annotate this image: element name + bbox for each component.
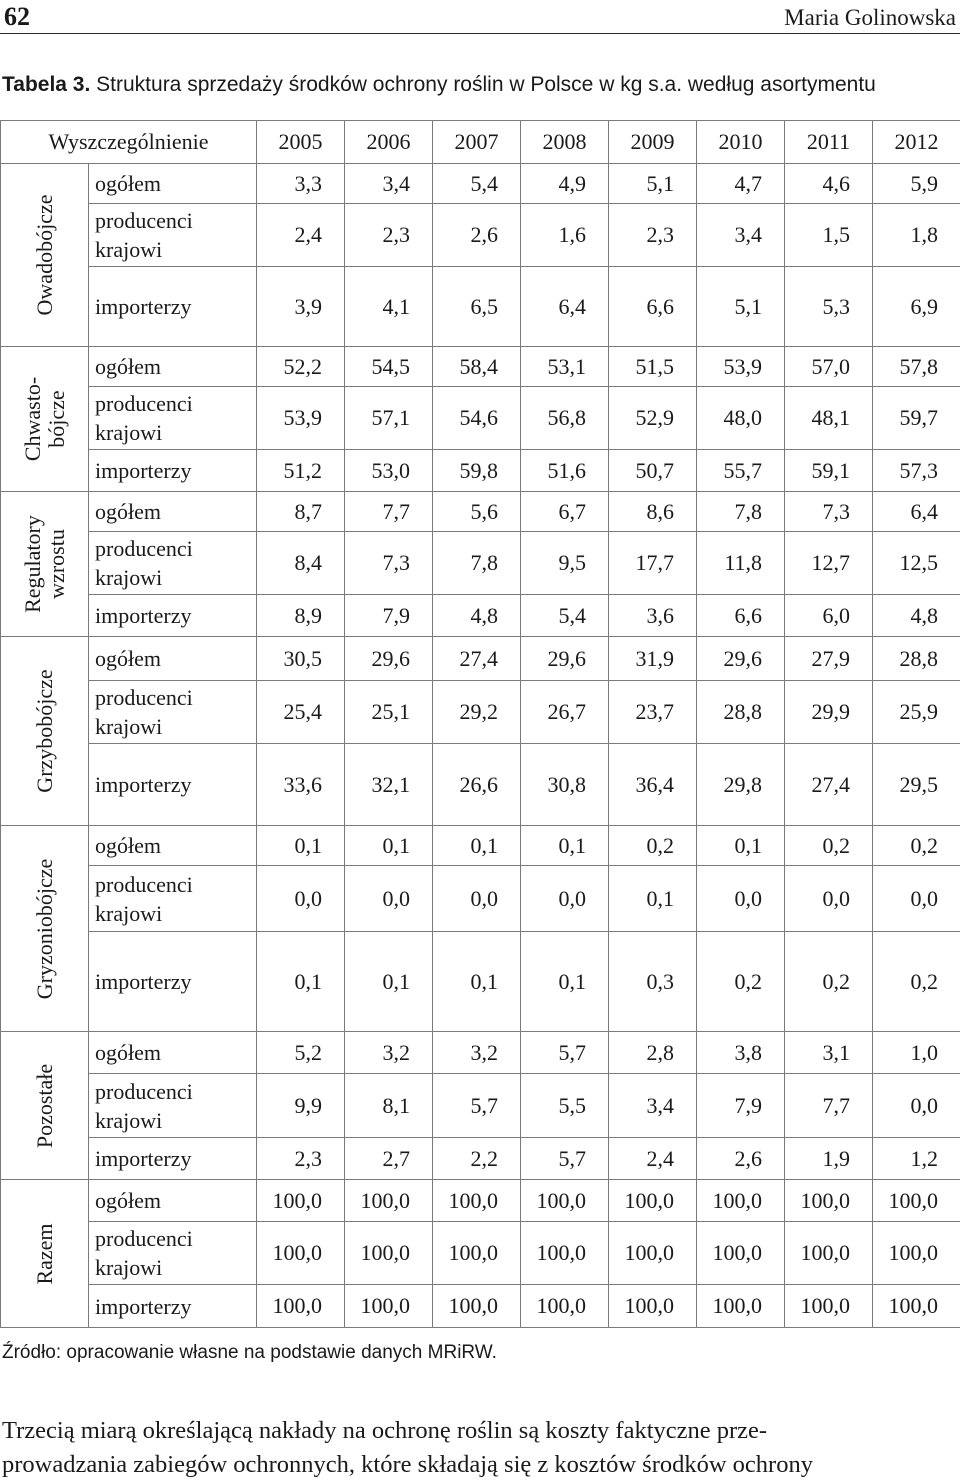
- row-label: ogółem: [89, 164, 257, 204]
- value-cell: 54,6: [433, 387, 521, 450]
- table-row: [1, 744, 960, 826]
- value-cell: 11,8: [697, 532, 785, 595]
- value-cell: 100,0: [609, 1222, 697, 1285]
- year-header: 2010: [697, 121, 785, 164]
- value-cell: 0,0: [521, 866, 609, 932]
- value-cell: 6,6: [697, 595, 785, 637]
- value-cell: 7,8: [433, 532, 521, 595]
- table-row: [1, 637, 960, 681]
- group-label-cell: [1, 826, 89, 1032]
- group-label: Pozostałe: [31, 1063, 57, 1148]
- table-header-row: [1, 121, 960, 164]
- value-cell: 7,9: [697, 1074, 785, 1138]
- value-cell: 27,4: [785, 744, 873, 826]
- value-cell: 0,0: [433, 866, 521, 932]
- value-cell: 52,9: [609, 387, 697, 450]
- value-cell: 30,5: [257, 637, 345, 681]
- value-cell: 100,0: [257, 1180, 345, 1222]
- body-line-2: prowadzania zabiegów ochronnych, które składają się z kosztów środków ochrony: [2, 1451, 813, 1478]
- value-cell: 100,0: [345, 1180, 433, 1222]
- value-cell: 0,1: [697, 826, 785, 866]
- value-cell: 100,0: [697, 1180, 785, 1222]
- value-cell: 0,0: [785, 866, 873, 932]
- table-row: [1, 532, 960, 595]
- table-caption-text: Struktura sprzedaży środków ochrony roślin w Polsce w kg s.a. według asortymentu: [90, 73, 876, 96]
- value-cell: 0,0: [697, 866, 785, 932]
- value-cell: 2,6: [697, 1138, 785, 1180]
- row-label: producenci krajowi: [89, 1074, 257, 1138]
- value-cell: 0,1: [521, 826, 609, 866]
- value-cell: 2,2: [433, 1138, 521, 1180]
- value-cell: 4,1: [345, 267, 433, 347]
- table-row: [1, 681, 960, 744]
- value-cell: 7,3: [345, 532, 433, 595]
- page-number: 62: [4, 2, 30, 31]
- value-cell: 0,0: [873, 1074, 960, 1138]
- row-label: importerzy: [89, 267, 257, 347]
- value-cell: 1,8: [873, 204, 960, 267]
- table-source-note: Źródło: opracowanie własne na podstawie danych MRiRW.: [2, 1342, 497, 1363]
- value-cell: 0,2: [785, 932, 873, 1032]
- value-cell: 0,2: [873, 932, 960, 1032]
- table-row: [1, 932, 960, 1032]
- row-label: importerzy: [89, 744, 257, 826]
- value-cell: 5,2: [257, 1032, 345, 1074]
- value-cell: 0,2: [609, 826, 697, 866]
- table-row: [1, 204, 960, 267]
- value-cell: 28,8: [873, 637, 960, 681]
- value-cell: 3,6: [609, 595, 697, 637]
- group-label-line: Chwasto-: [19, 376, 45, 462]
- value-cell: 3,8: [697, 1032, 785, 1074]
- value-cell: 5,6: [433, 492, 521, 532]
- value-cell: 48,1: [785, 387, 873, 450]
- value-cell: 6,4: [873, 492, 960, 532]
- table-row: [1, 595, 960, 637]
- value-cell: 0,1: [433, 826, 521, 866]
- row-label: producenci krajowi: [89, 204, 257, 267]
- body-paragraph: [2, 1414, 958, 1482]
- row-label: producenci krajowi: [89, 532, 257, 595]
- value-cell: 48,0: [697, 387, 785, 450]
- value-cell: 100,0: [345, 1285, 433, 1328]
- value-cell: 2,3: [257, 1138, 345, 1180]
- value-cell: 100,0: [345, 1222, 433, 1285]
- value-cell: 100,0: [433, 1285, 521, 1328]
- value-cell: 9,9: [257, 1074, 345, 1138]
- row-label: producenci krajowi: [89, 1222, 257, 1285]
- table-caption-label: Tabela 3.: [2, 73, 91, 96]
- value-cell: 4,9: [521, 164, 609, 204]
- group-label: [21, 515, 69, 613]
- year-header: 2008: [521, 121, 609, 164]
- table-row: [1, 1222, 960, 1285]
- running-header-author: Maria Golinowska: [784, 5, 956, 30]
- row-label: importerzy: [89, 1138, 257, 1180]
- value-cell: 100,0: [785, 1180, 873, 1222]
- value-cell: 6,9: [873, 267, 960, 347]
- value-cell: 100,0: [697, 1222, 785, 1285]
- row-label: importerzy: [89, 595, 257, 637]
- value-cell: 33,6: [257, 744, 345, 826]
- group-label-cell: [1, 347, 89, 492]
- table-row: [1, 492, 960, 532]
- table-row: [1, 267, 960, 347]
- value-cell: 0,1: [433, 932, 521, 1032]
- value-cell: 100,0: [521, 1285, 609, 1328]
- value-cell: 12,7: [785, 532, 873, 595]
- value-cell: 5,3: [785, 267, 873, 347]
- value-cell: 2,4: [257, 204, 345, 267]
- group-label: Razem: [31, 1222, 57, 1285]
- body-line-1: Trzecią miarą określającą nakłady na ochronę roślin są koszty faktyczne prze-: [2, 1417, 768, 1444]
- row-label: ogółem: [89, 1032, 257, 1074]
- table-row: [1, 1180, 960, 1222]
- year-header: 2012: [873, 121, 960, 164]
- table-caption: [2, 73, 876, 97]
- row-label: ogółem: [89, 826, 257, 866]
- table-row: [1, 347, 960, 387]
- value-cell: 100,0: [433, 1180, 521, 1222]
- row-label: ogółem: [89, 492, 257, 532]
- value-cell: 51,5: [609, 347, 697, 387]
- value-cell: 25,9: [873, 681, 960, 744]
- value-cell: 2,4: [609, 1138, 697, 1180]
- group-label-line: bójcze: [43, 390, 69, 448]
- value-cell: 3,9: [257, 267, 345, 347]
- value-cell: 1,6: [521, 204, 609, 267]
- value-cell: 23,7: [609, 681, 697, 744]
- value-cell: 25,4: [257, 681, 345, 744]
- value-cell: 6,0: [785, 595, 873, 637]
- value-cell: 100,0: [873, 1180, 960, 1222]
- year-header: 2006: [345, 121, 433, 164]
- value-cell: 0,3: [609, 932, 697, 1032]
- value-cell: 5,1: [609, 164, 697, 204]
- value-cell: 57,1: [345, 387, 433, 450]
- value-cell: 54,5: [345, 347, 433, 387]
- value-cell: 100,0: [785, 1285, 873, 1328]
- value-cell: 59,7: [873, 387, 960, 450]
- row-label: importerzy: [89, 1285, 257, 1328]
- value-cell: 8,4: [257, 532, 345, 595]
- value-cell: 28,8: [697, 681, 785, 744]
- value-cell: 100,0: [873, 1285, 960, 1328]
- sales-structure-table: [0, 120, 960, 1328]
- value-cell: 27,9: [785, 637, 873, 681]
- value-cell: 50,7: [609, 450, 697, 492]
- value-cell: 100,0: [257, 1222, 345, 1285]
- value-cell: 3,1: [785, 1032, 873, 1074]
- value-cell: 8,9: [257, 595, 345, 637]
- value-cell: 2,7: [345, 1138, 433, 1180]
- group-label-cell: [1, 1032, 89, 1180]
- header-label: Wyszczególnienie: [1, 121, 257, 164]
- value-cell: 32,1: [345, 744, 433, 826]
- value-cell: 29,5: [873, 744, 960, 826]
- value-cell: 100,0: [785, 1222, 873, 1285]
- row-label: ogółem: [89, 637, 257, 681]
- value-cell: 3,3: [257, 164, 345, 204]
- value-cell: 2,8: [609, 1032, 697, 1074]
- value-cell: 100,0: [609, 1285, 697, 1328]
- value-cell: 8,1: [345, 1074, 433, 1138]
- value-cell: 53,1: [521, 347, 609, 387]
- value-cell: 26,6: [433, 744, 521, 826]
- value-cell: 51,6: [521, 450, 609, 492]
- table-row: [1, 826, 960, 866]
- group-label-cell: [1, 1180, 89, 1328]
- group-label-cell: [1, 492, 89, 637]
- value-cell: 6,5: [433, 267, 521, 347]
- value-cell: 57,0: [785, 347, 873, 387]
- value-cell: 7,3: [785, 492, 873, 532]
- group-label-line: Regulatory: [19, 515, 45, 613]
- value-cell: 4,8: [433, 595, 521, 637]
- value-cell: 3,2: [345, 1032, 433, 1074]
- table-row: [1, 1138, 960, 1180]
- value-cell: 59,8: [433, 450, 521, 492]
- value-cell: 100,0: [873, 1222, 960, 1285]
- value-cell: 30,8: [521, 744, 609, 826]
- value-cell: 2,3: [345, 204, 433, 267]
- value-cell: 0,0: [873, 866, 960, 932]
- group-label: Grzybobójcze: [31, 669, 57, 793]
- value-cell: 17,7: [609, 532, 697, 595]
- value-cell: 0,1: [521, 932, 609, 1032]
- group-label-line: wzrostu: [43, 529, 69, 599]
- value-cell: 5,7: [521, 1032, 609, 1074]
- row-label: producenci krajowi: [89, 387, 257, 450]
- value-cell: 56,8: [521, 387, 609, 450]
- value-cell: 29,6: [521, 637, 609, 681]
- year-header: 2011: [785, 121, 873, 164]
- value-cell: 7,7: [785, 1074, 873, 1138]
- value-cell: 57,8: [873, 347, 960, 387]
- value-cell: 1,2: [873, 1138, 960, 1180]
- year-header: 2007: [433, 121, 521, 164]
- value-cell: 100,0: [521, 1180, 609, 1222]
- value-cell: 29,8: [697, 744, 785, 826]
- value-cell: 4,8: [873, 595, 960, 637]
- value-cell: 9,5: [521, 532, 609, 595]
- row-label: importerzy: [89, 450, 257, 492]
- value-cell: 0,2: [697, 932, 785, 1032]
- table-row: [1, 1285, 960, 1328]
- group-label: [21, 377, 69, 461]
- value-cell: 12,5: [873, 532, 960, 595]
- group-label: Owadobójcze: [31, 194, 57, 316]
- value-cell: 7,9: [345, 595, 433, 637]
- value-cell: 3,4: [609, 1074, 697, 1138]
- header-rule: [0, 33, 960, 34]
- value-cell: 36,4: [609, 744, 697, 826]
- value-cell: 51,2: [257, 450, 345, 492]
- value-cell: 6,4: [521, 267, 609, 347]
- value-cell: 0,1: [345, 932, 433, 1032]
- value-cell: 53,0: [345, 450, 433, 492]
- value-cell: 1,5: [785, 204, 873, 267]
- value-cell: 1,0: [873, 1032, 960, 1074]
- value-cell: 100,0: [433, 1222, 521, 1285]
- table-row: [1, 164, 960, 204]
- value-cell: 3,4: [697, 204, 785, 267]
- table-row: [1, 450, 960, 492]
- row-label: producenci krajowi: [89, 681, 257, 744]
- value-cell: 58,4: [433, 347, 521, 387]
- value-cell: 0,0: [257, 866, 345, 932]
- group-label: Gryzoniobójcze: [31, 858, 57, 999]
- group-label-cell: [1, 637, 89, 826]
- value-cell: 25,1: [345, 681, 433, 744]
- value-cell: 5,1: [697, 267, 785, 347]
- table-row: [1, 866, 960, 932]
- value-cell: 100,0: [609, 1180, 697, 1222]
- value-cell: 1,9: [785, 1138, 873, 1180]
- value-cell: 5,5: [521, 1074, 609, 1138]
- value-cell: 7,8: [697, 492, 785, 532]
- value-cell: 5,7: [433, 1074, 521, 1138]
- row-label: producenci krajowi: [89, 866, 257, 932]
- value-cell: 4,7: [697, 164, 785, 204]
- table-row: [1, 1032, 960, 1074]
- value-cell: 5,9: [873, 164, 960, 204]
- row-label: ogółem: [89, 1180, 257, 1222]
- value-cell: 55,7: [697, 450, 785, 492]
- value-cell: 5,4: [433, 164, 521, 204]
- value-cell: 2,6: [433, 204, 521, 267]
- value-cell: 6,7: [521, 492, 609, 532]
- value-cell: 29,2: [433, 681, 521, 744]
- value-cell: 57,3: [873, 450, 960, 492]
- value-cell: 27,4: [433, 637, 521, 681]
- value-cell: 0,1: [609, 866, 697, 932]
- value-cell: 29,9: [785, 681, 873, 744]
- row-label: importerzy: [89, 932, 257, 1032]
- table-row: [1, 1074, 960, 1138]
- row-label: ogółem: [89, 347, 257, 387]
- value-cell: 53,9: [257, 387, 345, 450]
- value-cell: 31,9: [609, 637, 697, 681]
- value-cell: 8,7: [257, 492, 345, 532]
- value-cell: 100,0: [697, 1285, 785, 1328]
- value-cell: 0,1: [345, 826, 433, 866]
- value-cell: 53,9: [697, 347, 785, 387]
- group-label-cell: [1, 164, 89, 347]
- value-cell: 29,6: [697, 637, 785, 681]
- value-cell: 0,2: [873, 826, 960, 866]
- value-cell: 59,1: [785, 450, 873, 492]
- value-cell: 8,6: [609, 492, 697, 532]
- value-cell: 2,3: [609, 204, 697, 267]
- year-header: 2009: [609, 121, 697, 164]
- value-cell: 5,4: [521, 595, 609, 637]
- value-cell: 0,2: [785, 826, 873, 866]
- value-cell: 29,6: [345, 637, 433, 681]
- value-cell: 100,0: [521, 1222, 609, 1285]
- table-body: [1, 164, 960, 1328]
- value-cell: 4,6: [785, 164, 873, 204]
- table-row: [1, 387, 960, 450]
- value-cell: 52,2: [257, 347, 345, 387]
- value-cell: 100,0: [257, 1285, 345, 1328]
- value-cell: 5,7: [521, 1138, 609, 1180]
- value-cell: 7,7: [345, 492, 433, 532]
- value-cell: 0,1: [257, 932, 345, 1032]
- value-cell: 0,1: [257, 826, 345, 866]
- value-cell: 26,7: [521, 681, 609, 744]
- year-header: 2005: [257, 121, 345, 164]
- value-cell: 3,4: [345, 164, 433, 204]
- value-cell: 0,0: [345, 866, 433, 932]
- value-cell: 6,6: [609, 267, 697, 347]
- value-cell: 3,2: [433, 1032, 521, 1074]
